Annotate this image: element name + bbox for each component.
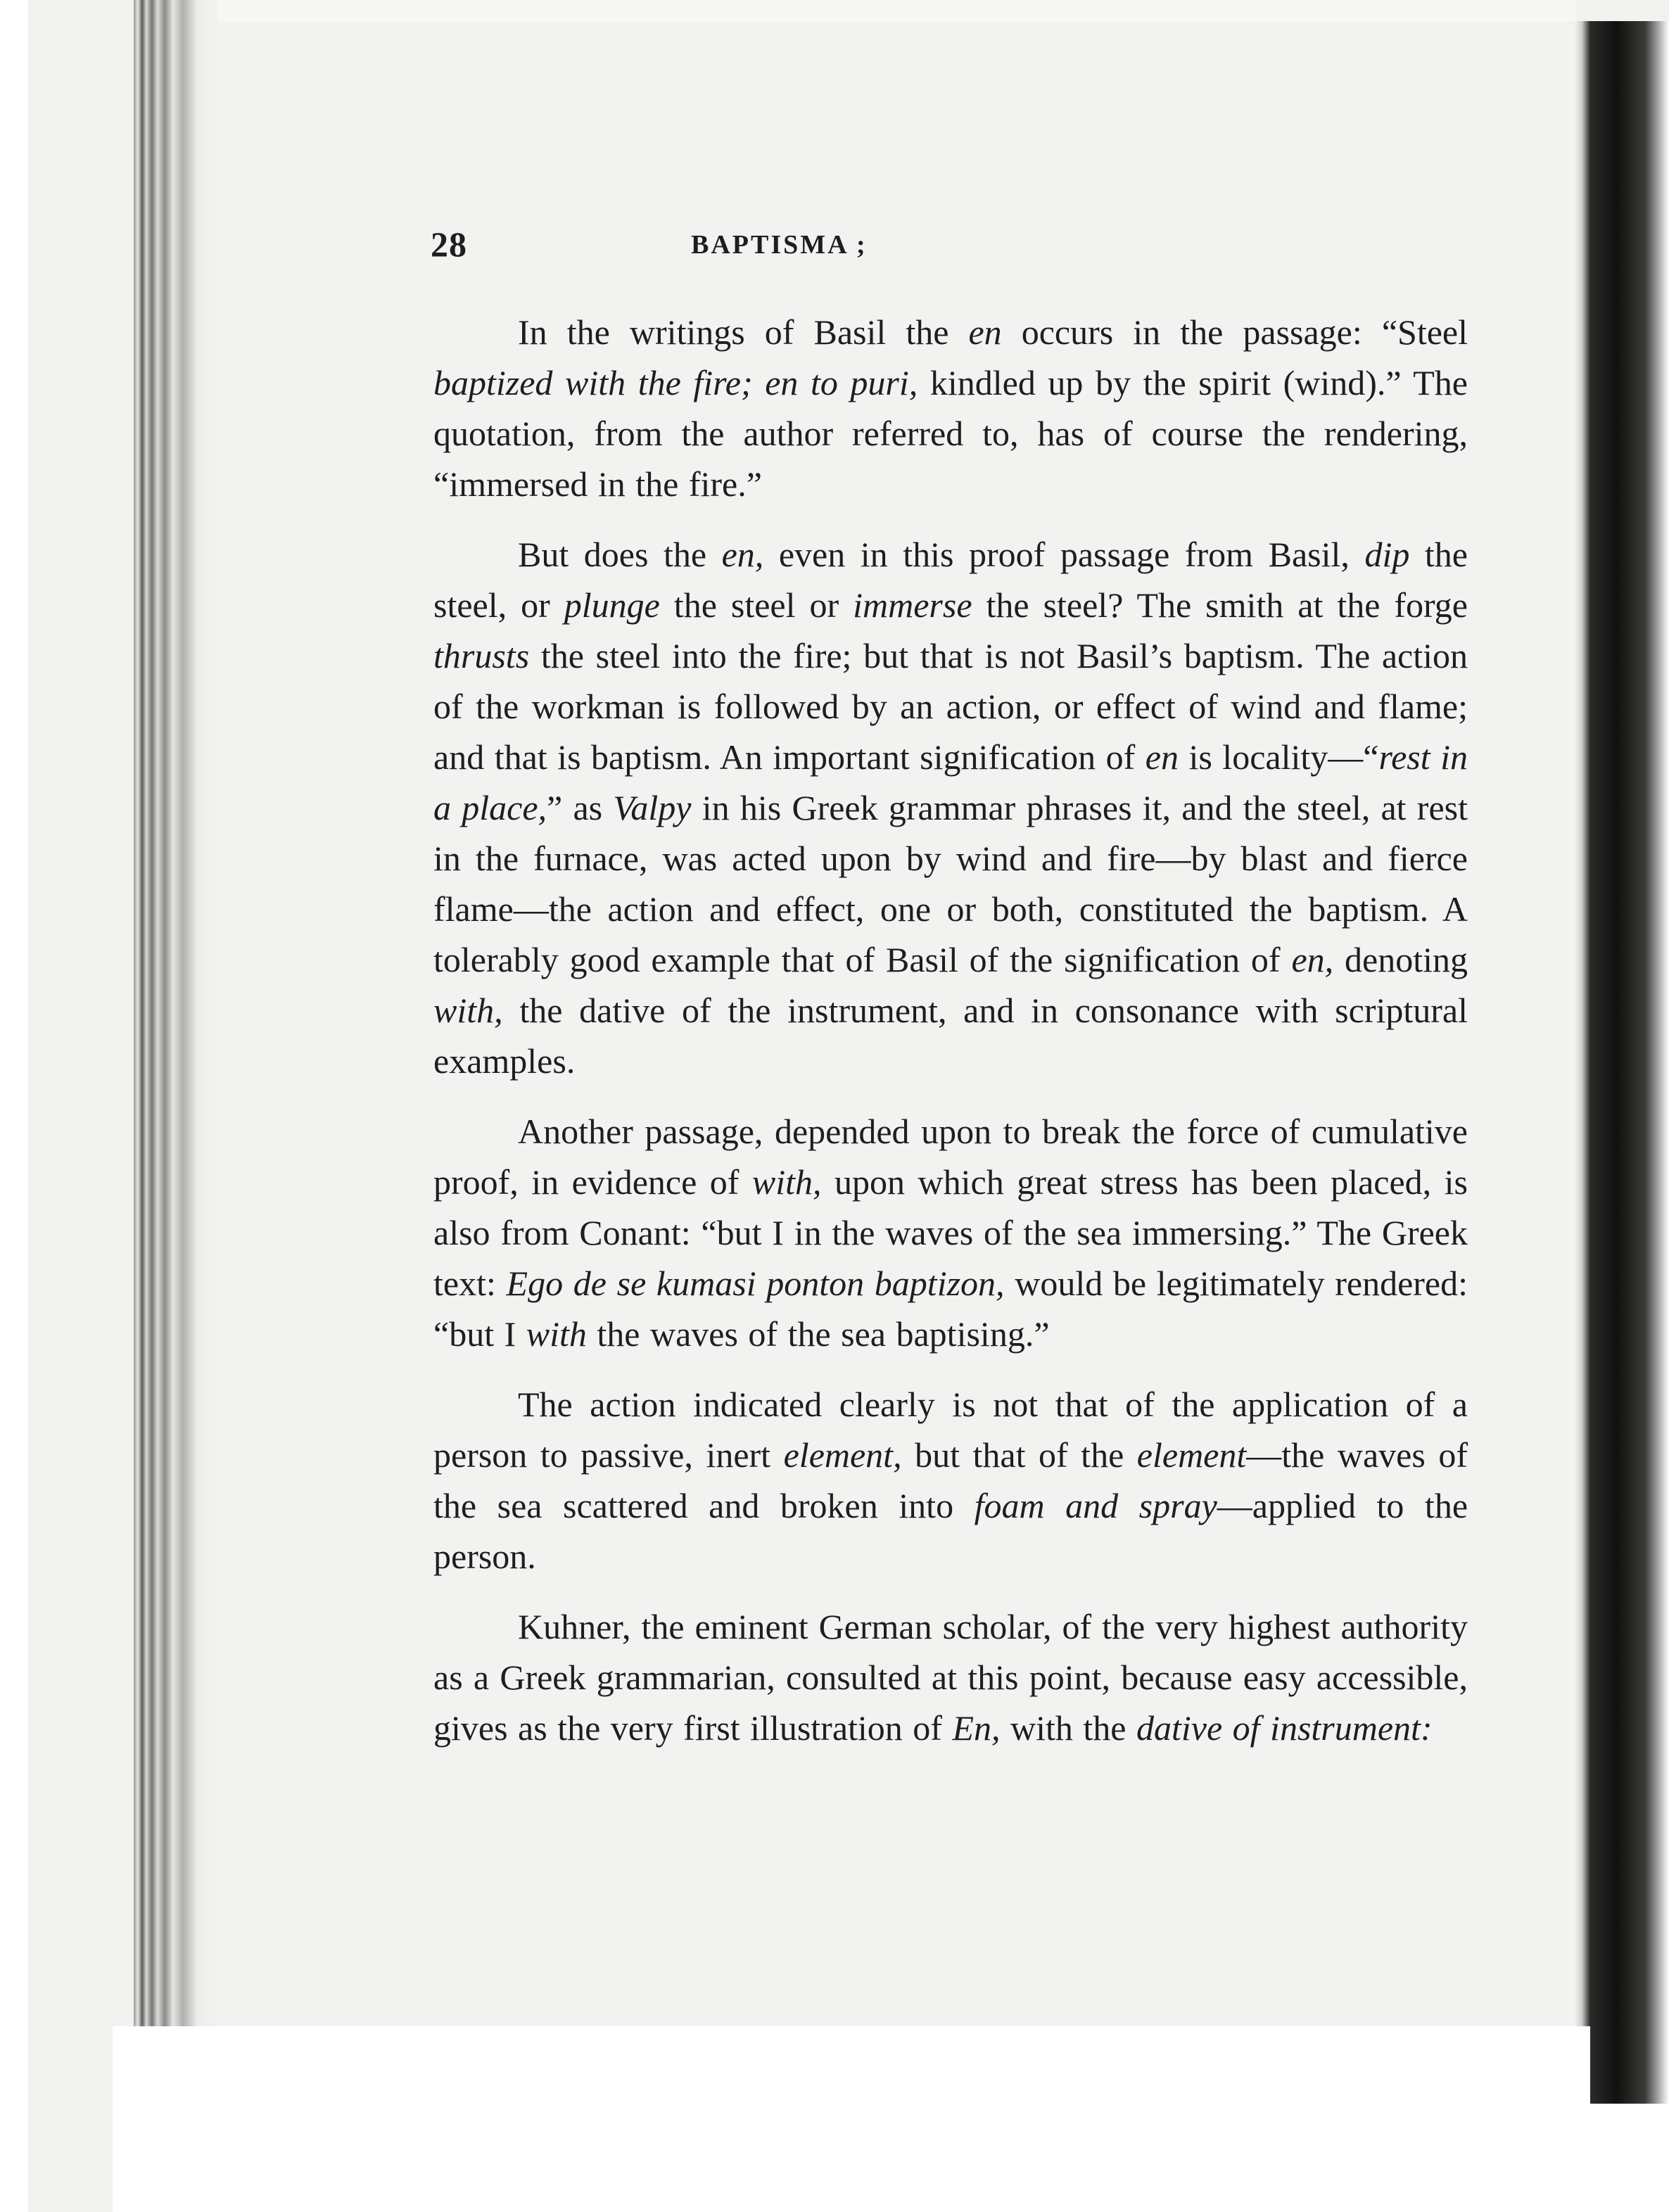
text-run: upon which great stress has been placed, is also from Conant: “but I in the waves of the sea immersing.” The Greek text:	[433, 1162, 1468, 1303]
text-run: but that of the	[901, 1435, 1137, 1475]
scan-margin-bottom-left	[113, 2026, 1590, 2212]
paragraph	[433, 529, 1468, 1086]
text-run: kindled up by the spirit (wind).” The quotation, from the author referred to, has of course the rendering, “immersed in the fire.”	[433, 363, 1468, 504]
italic-run: with,	[751, 1162, 822, 1202]
text-run: In the writings of Basil the	[518, 312, 969, 352]
text-run: the steel, or	[433, 535, 1468, 625]
italic-run: baptized with the fire; en to puri,	[433, 363, 918, 402]
paragraph	[433, 1601, 1468, 1753]
italic-run: immerse	[853, 585, 972, 625]
scan-margin-left	[0, 0, 28, 2212]
italic-run: thrusts	[433, 636, 530, 675]
text-run: Kuhner, the eminent German scholar, of the very highest authority as a Greek grammarian, consulted at this point, because easy accessible, gives as the very first illustration of	[433, 1607, 1468, 1748]
paragraph	[433, 1106, 1468, 1359]
italic-run: element	[1136, 1435, 1247, 1475]
text-run: even in this proof passage from Basil,	[763, 535, 1365, 574]
italic-run: plunge	[564, 585, 660, 625]
body-text	[433, 307, 1468, 1773]
italic-run: en,	[1291, 940, 1334, 979]
italic-run: with	[526, 1314, 587, 1354]
text-run: The action indicated clearly is not that of the application of a person to passive, inert	[433, 1385, 1468, 1475]
paragraph	[433, 1379, 1468, 1582]
italic-run: dative of instrument:	[1136, 1708, 1433, 1748]
italic-run: en	[968, 312, 1002, 352]
italic-run: rest in a place,	[433, 737, 1468, 827]
book-spine-gutter	[134, 0, 218, 2212]
italic-run: En,	[952, 1708, 1001, 1748]
italic-run: en,	[721, 535, 764, 574]
italic-run: en	[1145, 737, 1179, 777]
text-run: the steel? The smith at the forge	[972, 585, 1468, 625]
text-run: in his Greek grammar phrases it, and the steel, at rest in the furnace, was acted upon by wind and fire—by blast and fierce flame—the action and effect, one or both, constituted the baptism. A tolerably good example that of Basil of the signification of	[433, 788, 1468, 979]
text-run: with the	[1000, 1708, 1136, 1748]
running-title: BAPTISMA ;	[691, 230, 868, 260]
text-run: the steel into the fire; but that is not Basil’s baptism. The action of the workman is followed by an action, or effect of wind and flame; and that is baptism. An important signification of	[433, 636, 1468, 777]
text-run: Another passage, depended upon to break the force of cumulative proof, in evidence of	[433, 1112, 1468, 1202]
text-run: But does the	[518, 535, 722, 574]
page-top-edge	[218, 0, 1576, 21]
italic-run: foam and spray	[974, 1486, 1217, 1525]
book-page-edge-right	[1575, 21, 1669, 2111]
text-run: is locality—“	[1178, 737, 1379, 777]
text-run: the dative of the instrument, and in consonance with scriptural examples.	[433, 991, 1468, 1081]
text-run: the waves of the sea baptising.”	[586, 1314, 1050, 1354]
page-number: 28	[431, 224, 467, 264]
italic-run: with,	[433, 991, 503, 1030]
italic-run: dip	[1364, 535, 1410, 574]
text-run: occurs in the passage: “Steel	[1001, 312, 1468, 352]
text-run: would be legitimately rendered: “but I	[433, 1264, 1468, 1354]
paragraph	[433, 307, 1468, 509]
italic-run: element,	[783, 1435, 902, 1475]
text-run: the steel or	[659, 585, 853, 625]
italic-run: Valpy	[613, 788, 692, 827]
italic-run: Ego de se kumasi ponton baptizon,	[506, 1264, 1005, 1303]
text-run: —applied to the person.	[433, 1486, 1468, 1576]
text-run: denoting	[1333, 940, 1468, 979]
text-run: —the waves of the sea scattered and broken into	[433, 1435, 1468, 1525]
text-run: ” as	[547, 788, 614, 827]
